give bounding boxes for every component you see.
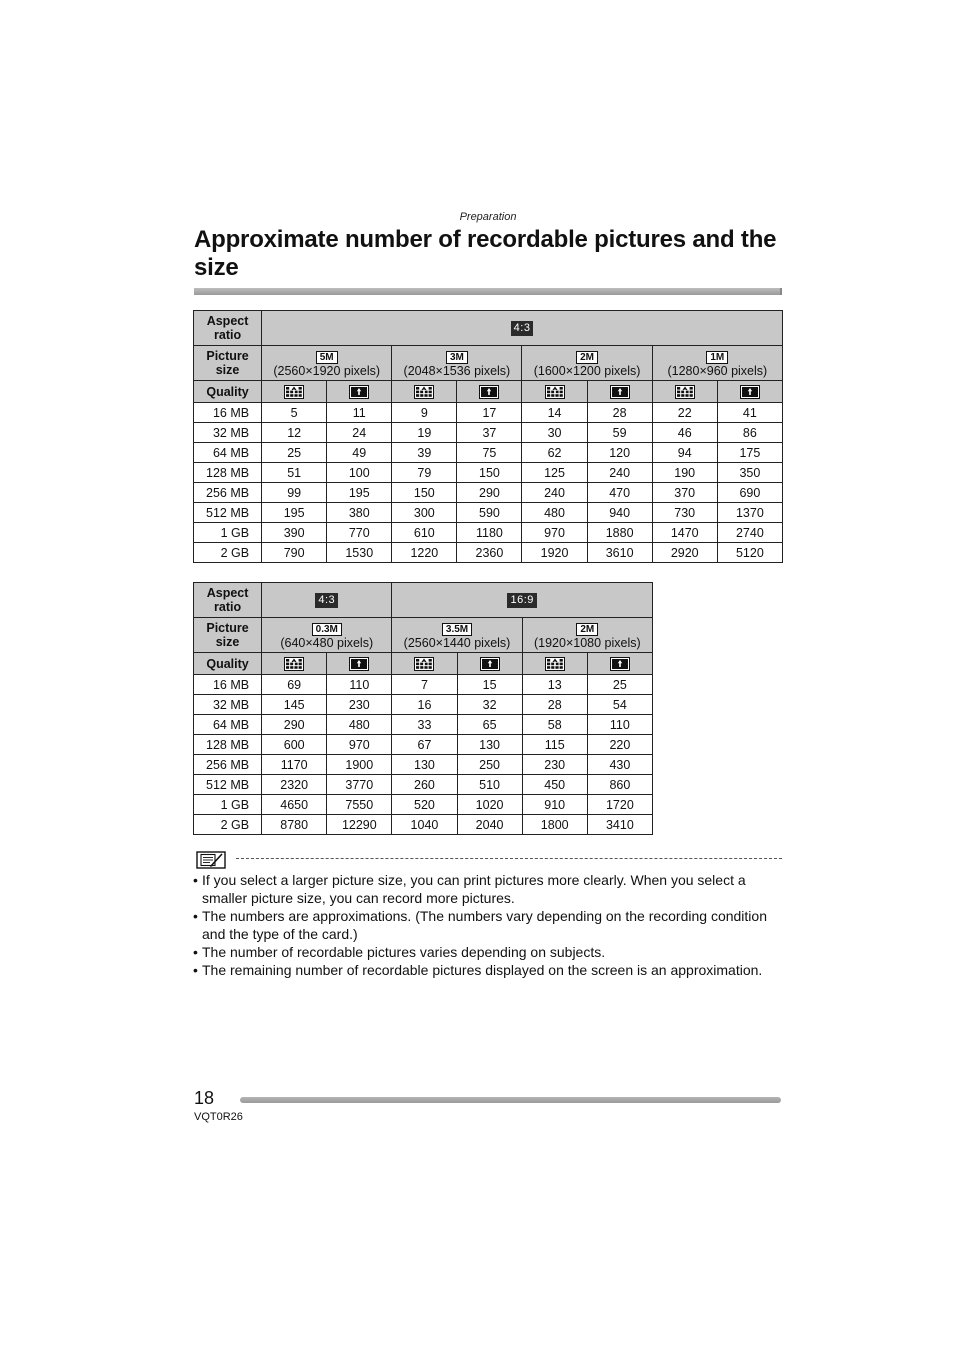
table-row <box>194 735 653 755</box>
table-cell: 59 <box>587 423 652 443</box>
table-cell: 7550 <box>327 795 392 815</box>
table-cell: 115 <box>522 735 587 755</box>
aspect-ratio-header: Aspect ratio <box>194 583 262 618</box>
picture-size-row <box>194 346 783 381</box>
table-cell: 390 <box>262 523 327 543</box>
table-cell: 260 <box>392 775 457 795</box>
aspect-ratio-badge: 4:3 <box>511 321 534 336</box>
notes-list <box>193 871 783 979</box>
recordable-table-small-and-wide <box>193 582 653 835</box>
aspect-ratio-cell <box>262 311 783 346</box>
table-cell: 22 <box>652 403 717 423</box>
quality-cell <box>717 381 782 403</box>
table-cell: 30 <box>522 423 587 443</box>
table-cell: 470 <box>587 483 652 503</box>
table-cell: 13 <box>522 675 587 695</box>
picture-size-pixels: (2048×1536 pixels) <box>403 363 511 378</box>
card-capacity-cell: 1 GB <box>194 795 262 815</box>
table-cell: 16 <box>392 695 457 715</box>
table-row <box>194 443 783 463</box>
picture-size-cell <box>652 346 782 381</box>
note-text: The number of recordable pictures varies depending on subjects. <box>202 944 606 960</box>
table-cell: 99 <box>262 483 327 503</box>
recordable-table-4-3 <box>193 310 783 563</box>
card-capacity-cell: 2 GB <box>194 543 262 563</box>
picture-size-cell <box>262 618 392 653</box>
table-cell: 1180 <box>457 523 522 543</box>
picture-size-pixels: (1600×1200 pixels) <box>533 363 641 378</box>
fine-quality-icon <box>414 385 434 399</box>
note-item <box>193 907 783 943</box>
table-cell: 1900 <box>327 755 392 775</box>
card-capacity-cell: 64 MB <box>194 443 262 463</box>
table-cell: 41 <box>717 403 782 423</box>
fine-quality-icon <box>675 385 695 399</box>
table-row <box>194 403 783 423</box>
aspect-ratio-cell <box>392 583 653 618</box>
table-cell: 15 <box>457 675 522 695</box>
table-cell: 130 <box>392 755 457 775</box>
table-cell: 450 <box>522 775 587 795</box>
table-cell: 1470 <box>652 523 717 543</box>
note-text: The remaining number of recordable pictures displayed on the screen is an approximation. <box>202 962 763 978</box>
aspect-ratio-row <box>194 311 783 346</box>
table-cell: 28 <box>522 695 587 715</box>
table-cell: 58 <box>522 715 587 735</box>
table-row <box>194 795 653 815</box>
standard-quality-icon <box>349 657 369 671</box>
table-cell: 300 <box>392 503 457 523</box>
table-cell: 12 <box>262 423 327 443</box>
table-cell: 49 <box>327 443 392 463</box>
table-cell: 1530 <box>327 543 392 563</box>
table-row <box>194 675 653 695</box>
table-cell: 12290 <box>327 815 392 835</box>
quality-cell <box>327 653 392 675</box>
quality-cell <box>587 653 652 675</box>
table-cell: 8780 <box>262 815 327 835</box>
table-cell: 120 <box>587 443 652 463</box>
aspect-ratio-row <box>194 583 653 618</box>
quality-row <box>194 653 653 675</box>
table-cell: 175 <box>717 443 782 463</box>
table-cell: 195 <box>262 503 327 523</box>
quality-header: Quality <box>194 381 262 403</box>
table-cell: 125 <box>522 463 587 483</box>
card-capacity-cell: 128 MB <box>194 735 262 755</box>
table-cell: 1170 <box>262 755 327 775</box>
table-row <box>194 715 653 735</box>
fine-quality-icon <box>414 657 434 671</box>
picture-size-cell <box>392 346 522 381</box>
aspect-ratio-cell <box>262 583 392 618</box>
picture-size-pixels: (2560×1920 pixels) <box>273 363 381 378</box>
table-cell: 480 <box>327 715 392 735</box>
standard-quality-icon <box>479 385 499 399</box>
table-cell: 860 <box>587 775 652 795</box>
table-cell: 3610 <box>587 543 652 563</box>
table-cell: 240 <box>522 483 587 503</box>
picture-size-03M-icon: 0.3M <box>312 623 342 636</box>
table-cell: 940 <box>587 503 652 523</box>
picture-size-cell <box>522 618 652 653</box>
aspect-ratio-header: Aspect ratio <box>194 311 262 346</box>
table-cell: 33 <box>392 715 457 735</box>
aspect-ratio-badge: 16:9 <box>507 593 536 608</box>
note-item <box>193 961 783 979</box>
table-cell: 145 <box>262 695 327 715</box>
fine-quality-icon <box>545 657 565 671</box>
card-capacity-cell: 256 MB <box>194 483 262 503</box>
table-cell: 195 <box>327 483 392 503</box>
standard-quality-icon <box>610 385 630 399</box>
table-cell: 2920 <box>652 543 717 563</box>
table-cell: 4650 <box>262 795 327 815</box>
table-row <box>194 815 653 835</box>
table-row <box>194 503 783 523</box>
table-cell: 62 <box>522 443 587 463</box>
picture-size-cell <box>522 346 652 381</box>
table-cell: 1220 <box>392 543 457 563</box>
table-cell: 220 <box>587 735 652 755</box>
card-capacity-cell: 1 GB <box>194 523 262 543</box>
card-capacity-cell: 256 MB <box>194 755 262 775</box>
table-cell: 75 <box>457 443 522 463</box>
table-cell: 240 <box>587 463 652 483</box>
picture-size-pixels: (1920×1080 pixels) <box>533 635 641 650</box>
table-cell: 25 <box>587 675 652 695</box>
table-cell: 67 <box>392 735 457 755</box>
table-cell: 7 <box>392 675 457 695</box>
table-cell: 28 <box>587 403 652 423</box>
note-text: The numbers are approximations. (The numbers vary depending on the recording condition and the type of the card.) <box>202 908 767 942</box>
table-row <box>194 695 653 715</box>
section-label: Preparation <box>459 211 517 223</box>
picture-size-5M-icon: 5M <box>316 351 338 364</box>
card-capacity-cell: 32 MB <box>194 423 262 443</box>
table-cell: 46 <box>652 423 717 443</box>
table-cell: 230 <box>327 695 392 715</box>
card-capacity-cell: 64 MB <box>194 715 262 735</box>
quality-cell <box>522 653 587 675</box>
note-bullet: • <box>193 872 198 888</box>
fine-quality-icon <box>284 385 304 399</box>
note-bullet: • <box>193 962 198 978</box>
table-row <box>194 483 783 503</box>
table-cell: 2320 <box>262 775 327 795</box>
table-cell: 1880 <box>587 523 652 543</box>
footer-rule <box>240 1097 781 1103</box>
table-cell: 600 <box>262 735 327 755</box>
table-cell: 5 <box>262 403 327 423</box>
table-cell: 150 <box>392 483 457 503</box>
quality-header: Quality <box>194 653 262 675</box>
standard-quality-icon <box>349 385 369 399</box>
table-cell: 3410 <box>587 815 652 835</box>
table-cell: 150 <box>457 463 522 483</box>
quality-cell <box>522 381 587 403</box>
table-cell: 69 <box>262 675 327 695</box>
table-cell: 110 <box>587 715 652 735</box>
table-cell: 430 <box>587 755 652 775</box>
table-cell: 25 <box>262 443 327 463</box>
quality-cell <box>327 381 392 403</box>
picture-size-2M-icon: 2M <box>576 623 598 636</box>
table-cell: 94 <box>652 443 717 463</box>
table-cell: 370 <box>652 483 717 503</box>
table-cell: 14 <box>522 403 587 423</box>
table-cell: 51 <box>262 463 327 483</box>
table-cell: 9 <box>392 403 457 423</box>
table-cell: 910 <box>522 795 587 815</box>
quality-cell <box>262 381 327 403</box>
table-cell: 86 <box>717 423 782 443</box>
table-cell: 590 <box>457 503 522 523</box>
table-cell: 19 <box>392 423 457 443</box>
table-cell: 1040 <box>392 815 457 835</box>
picture-size-cell <box>262 346 392 381</box>
aspect-ratio-badge: 4:3 <box>315 593 338 608</box>
table-cell: 1920 <box>522 543 587 563</box>
table-cell: 5120 <box>717 543 782 563</box>
table-cell: 290 <box>457 483 522 503</box>
table-row <box>194 755 653 775</box>
quality-cell <box>587 381 652 403</box>
standard-quality-icon <box>610 657 630 671</box>
table-cell: 520 <box>392 795 457 815</box>
table-cell: 790 <box>262 543 327 563</box>
memo-note-icon <box>196 851 226 869</box>
table-cell: 350 <box>717 463 782 483</box>
card-capacity-cell: 512 MB <box>194 503 262 523</box>
table-cell: 130 <box>457 735 522 755</box>
table-row <box>194 543 783 563</box>
table-cell: 190 <box>652 463 717 483</box>
table-cell: 2740 <box>717 523 782 543</box>
table-cell: 54 <box>587 695 652 715</box>
table-row <box>194 463 783 483</box>
picture-size-1M-icon: 1M <box>706 351 728 364</box>
picture-size-3M-icon: 3M <box>446 351 468 364</box>
card-capacity-cell: 2 GB <box>194 815 262 835</box>
table-cell: 230 <box>522 755 587 775</box>
table-cell: 24 <box>327 423 392 443</box>
table-row <box>194 523 783 543</box>
title-underline <box>194 288 782 295</box>
picture-size-pixels: (1280×960 pixels) <box>667 363 768 378</box>
table-cell: 1720 <box>587 795 652 815</box>
quality-cell <box>392 653 457 675</box>
table-row <box>194 775 653 795</box>
picture-size-cell <box>392 618 522 653</box>
table-cell: 3770 <box>327 775 392 795</box>
note-text: If you select a larger picture size, you can print pictures more clearly. When you select a smaller picture size, you can record more pictures. <box>202 872 746 906</box>
table-cell: 970 <box>327 735 392 755</box>
table-cell: 480 <box>522 503 587 523</box>
page-title: Approximate number of recordable pictures and the size <box>194 226 777 281</box>
card-capacity-cell: 16 MB <box>194 675 262 695</box>
table-cell: 380 <box>327 503 392 523</box>
table-cell: 32 <box>457 695 522 715</box>
table-cell: 690 <box>717 483 782 503</box>
quality-row <box>194 381 783 403</box>
quality-cell <box>457 381 522 403</box>
note-bullet: • <box>193 944 198 960</box>
fine-quality-icon <box>545 385 565 399</box>
standard-quality-icon <box>740 385 760 399</box>
quality-cell <box>262 653 327 675</box>
card-capacity-cell: 128 MB <box>194 463 262 483</box>
picture-size-row <box>194 618 653 653</box>
table-cell: 11 <box>327 403 392 423</box>
card-capacity-cell: 16 MB <box>194 403 262 423</box>
note-divider <box>236 858 782 859</box>
note-item <box>193 871 783 907</box>
quality-cell <box>457 653 522 675</box>
table-cell: 1370 <box>717 503 782 523</box>
note-item <box>193 943 783 961</box>
document-code: VQT0R26 <box>194 1111 243 1123</box>
quality-cell <box>652 381 717 403</box>
table-cell: 730 <box>652 503 717 523</box>
note-bullet: • <box>193 908 198 924</box>
table-cell: 2360 <box>457 543 522 563</box>
table-cell: 17 <box>457 403 522 423</box>
table-cell: 100 <box>327 463 392 483</box>
table-cell: 1800 <box>522 815 587 835</box>
picture-size-2M-icon: 2M <box>576 351 598 364</box>
quality-cell <box>392 381 457 403</box>
picture-size-pixels: (640×480 pixels) <box>280 635 374 650</box>
picture-size-header: Picture size <box>194 346 262 381</box>
table-cell: 610 <box>392 523 457 543</box>
card-capacity-cell: 512 MB <box>194 775 262 795</box>
table-cell: 1020 <box>457 795 522 815</box>
table-cell: 2040 <box>457 815 522 835</box>
card-capacity-cell: 32 MB <box>194 695 262 715</box>
table-cell: 65 <box>457 715 522 735</box>
table-cell: 37 <box>457 423 522 443</box>
picture-size-35M-icon: 3.5M <box>442 623 472 636</box>
table-cell: 79 <box>392 463 457 483</box>
table-cell: 39 <box>392 443 457 463</box>
table-cell: 770 <box>327 523 392 543</box>
picture-size-header: Picture size <box>194 618 262 653</box>
picture-size-pixels: (2560×1440 pixels) <box>403 635 511 650</box>
fine-quality-icon <box>284 657 304 671</box>
table-cell: 290 <box>262 715 327 735</box>
page-number: 18 <box>194 1088 215 1108</box>
table-cell: 110 <box>327 675 392 695</box>
table-cell: 250 <box>457 755 522 775</box>
standard-quality-icon <box>480 657 500 671</box>
table-row <box>194 423 783 443</box>
table-cell: 970 <box>522 523 587 543</box>
table-cell: 510 <box>457 775 522 795</box>
